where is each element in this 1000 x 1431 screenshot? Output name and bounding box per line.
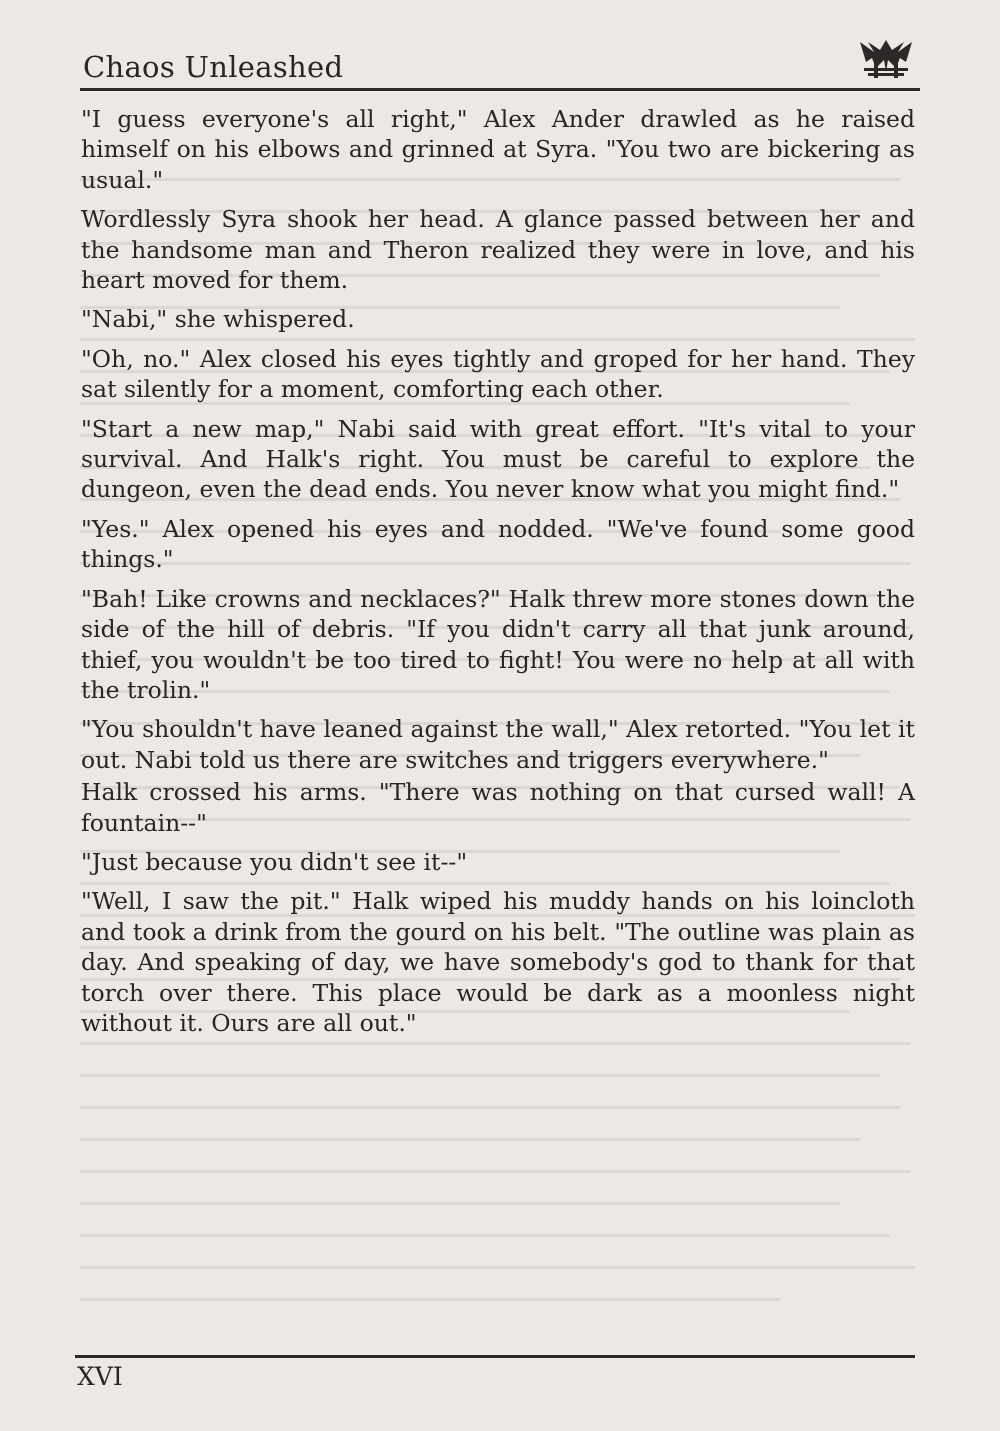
- paragraph: "Bah! Like crowns and necklaces?" Halk threw more stones down the side of the hill of debris. "If you didn't carry all that junk around, thief, you wouldn't be too tired to fight! You were no help at all with the trolin.": [81, 584, 915, 704]
- paragraph: "You shouldn't have leaned against the wall," Alex retorted. "You let it out. Nabi told us there are switches and triggers everywhere.": [81, 715, 915, 774]
- ornamental-emblem-icon: [858, 38, 914, 82]
- paragraph: Wordlessly Syra shook her head. A glance passed between her and the handsome man and Theron realized they were in love, and his heart moved for them.: [81, 205, 915, 295]
- paragraph: "I guess everyone's all right," Alex Ander drawled as he raised himself on his elbows and grinned at Syra. "You two are bickering as usual.": [81, 105, 915, 194]
- footer-rule: [75, 1355, 915, 1358]
- paragraph: "Yes." Alex opened his eyes and nodded. "We've found some good things.": [81, 514, 915, 574]
- paragraph: "Just because you didn't see it--": [81, 847, 468, 876]
- header-rule: [80, 88, 920, 91]
- paragraph: Halk crossed his arms. "There was nothing on that cursed wall! A fountain--": [81, 778, 915, 837]
- paragraph: "Start a new map," Nabi said with great effort. "It's vital to your survival. And Halk's right. You must be careful to explore the dungeon, even the dead ends. You never know what you might find.": [81, 414, 915, 504]
- page-number: XVI: [77, 1362, 123, 1391]
- paragraph: "Nabi," she whispered.: [81, 305, 355, 334]
- paragraph: "Well, I saw the pit." Halk wiped his muddy hands on his loincloth and took a drink from the gourd on his belt. "The outline was plain as day. And speaking of day, we have somebody's god to thank for that torch over there. This place would be dark as a moonless night without it. Ours are all out.": [81, 887, 915, 1037]
- paragraph: "Oh, no." Alex closed his eyes tightly and groped for her hand. They sat silently for a moment, comforting each other.: [81, 344, 915, 404]
- running-header-title: Chaos Unleashed: [83, 50, 344, 84]
- story-text: [81, 104, 915, 1047]
